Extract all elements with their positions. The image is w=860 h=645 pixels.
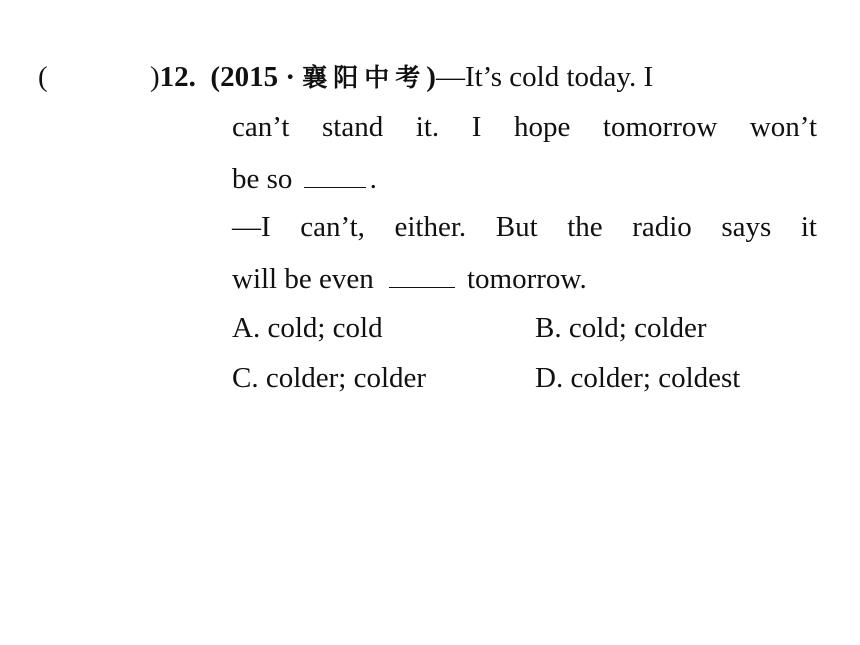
line-3-period: . xyxy=(369,163,377,195)
source-year: 2015 xyxy=(220,61,279,93)
answer-blank-2 xyxy=(389,257,455,288)
dialogue-line-1: —It’s cold today. I xyxy=(435,61,654,93)
line-3-text: be so xyxy=(232,163,293,195)
dialogue-line-4: —I can’t, either. But the radio says it xyxy=(232,211,817,243)
line-5-end: tomorrow. xyxy=(466,263,587,295)
source-dot: · xyxy=(285,61,296,93)
line-5-text: will be even xyxy=(232,263,374,295)
dialogue-line-5 xyxy=(232,257,587,299)
source-close-paren: ) xyxy=(426,61,436,93)
option-c: C. colder; colder xyxy=(232,362,427,394)
dialogue-line-2: can’t stand it. I hope tomorrow won’t xyxy=(232,111,817,143)
option-a: A. cold; cold xyxy=(232,312,383,344)
option-b: B. cold; colder xyxy=(535,312,707,344)
source-place: 襄阳中考 xyxy=(302,63,427,92)
answer-close-paren: ) xyxy=(150,61,160,93)
source-open-paren: ( xyxy=(210,61,221,93)
option-d: D. colder; coldest xyxy=(535,362,741,394)
question-number: 12. xyxy=(159,61,196,93)
question-header-line xyxy=(150,57,653,98)
answer-blank-1 xyxy=(304,157,366,188)
dialogue-line-3 xyxy=(232,157,377,199)
answer-open-paren: ( xyxy=(38,61,48,93)
